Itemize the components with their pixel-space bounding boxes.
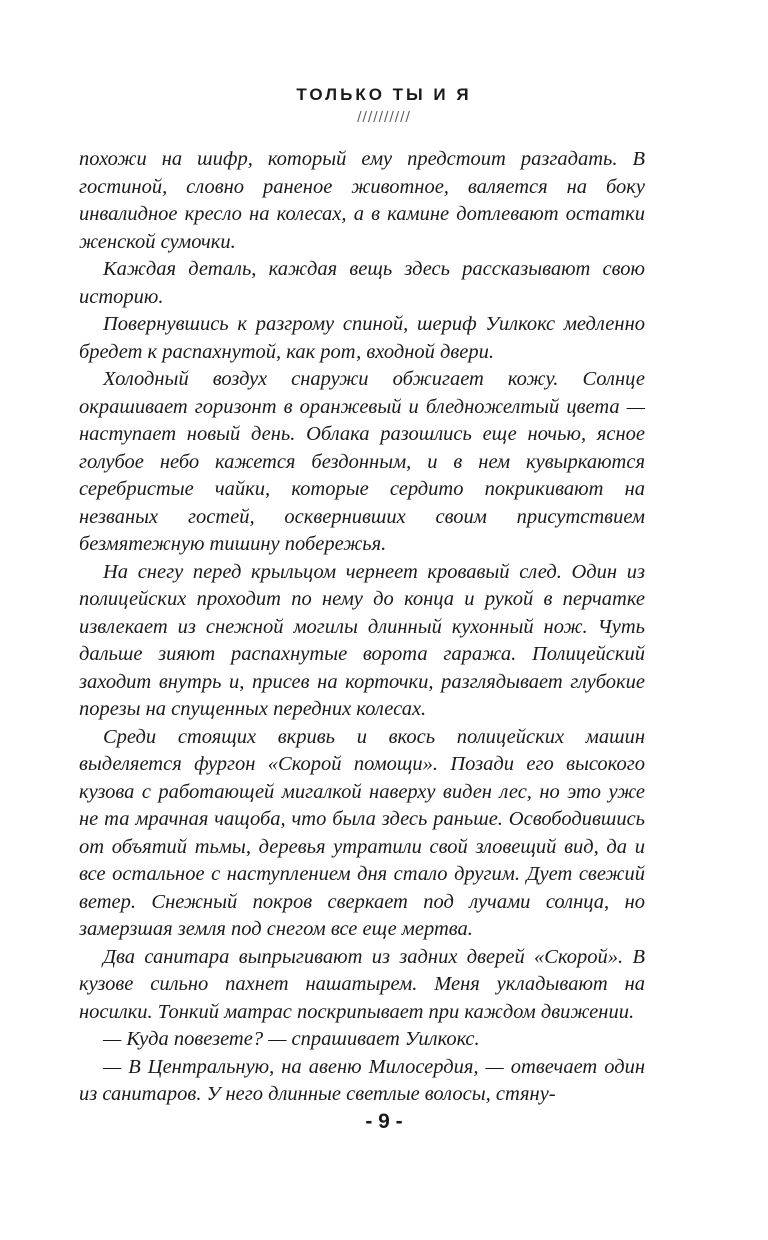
- paragraph: Два санитара выпрыгивают из задних дверей «Скорой». В кузове сильно пахнет нашатырем. Меня укладывают на носилки. Тонкий матрас поскрипывает при каждом движении.: [79, 945, 645, 1023]
- header-ornament: //////////: [357, 110, 411, 125]
- running-head-title: ТОЛЬКО ТЫ И Я: [296, 85, 472, 104]
- paragraph: Повернувшись к разгрому спиной, шериф Уилкокс медленно бредет к распахнутой, как рот, входной двери.: [79, 313, 645, 363]
- paragraph: похожи на шифр, который ему предстоит разгадать. В гостиной, словно раненое животное, валяется на боку инвалидное кресло на колесах, а в камине дотлевают остатки женской сумочки.: [79, 148, 645, 253]
- page-number: - 9 -: [365, 1110, 403, 1133]
- dialogue-line: — В Центральную, на авеню Милосердия, — отвечает один из санитаров. У него длинные светлые волосы, стяну-: [79, 1055, 645, 1105]
- paragraph: Холодный воздух снаружи обжигает кожу. Солнце окрашивает горизонт в оранжевый и бледножелтый цвета — наступает новый день. Облака разошлись еще ночью, ясное голубое небо кажется бездонным, и в нем кувыркаются серебристые чайки, которые сердито покрикивают на незваных гостей, осквернивших своим присутствием безмятежную тишину побережья.: [79, 368, 645, 555]
- dialogue-line: — Куда повезете? — спрашивает Уилкокс.: [103, 1028, 480, 1050]
- paragraph: Среди стоящих вкривь и вкось полицейских машин выделяется фургон «Скорой помощи». Позади его высокого кузова с работающей мигалкой наверху виден лес, но это уже не та мрачная чащоба, что была здесь раньше. Освободившись от объятий тьмы, деревья утратили свой зловещий вид, да и все остальное с наступлением дня стало другим. Дует свежий ветер. Снежный покров сверкает под лучами солнца, но замерзшая земля под снегом все еще мертва.: [79, 725, 645, 940]
- paragraph: На снегу перед крыльцом чернеет кровавый след. Один из полицейских проходит по нему до конца и рукой в перчатке извлекает из снежной могилы длинный кухонный нож. Чуть дальше зияют распахнутые ворота гаража. Полицейский заходит внутрь и, присев на корточки, разглядывает глубокие порезы на спущенных передних колесах.: [79, 560, 645, 720]
- paragraph: Каждая деталь, каждая вещь здесь рассказывают свою историю.: [79, 258, 645, 308]
- body-text: [79, 146, 645, 1109]
